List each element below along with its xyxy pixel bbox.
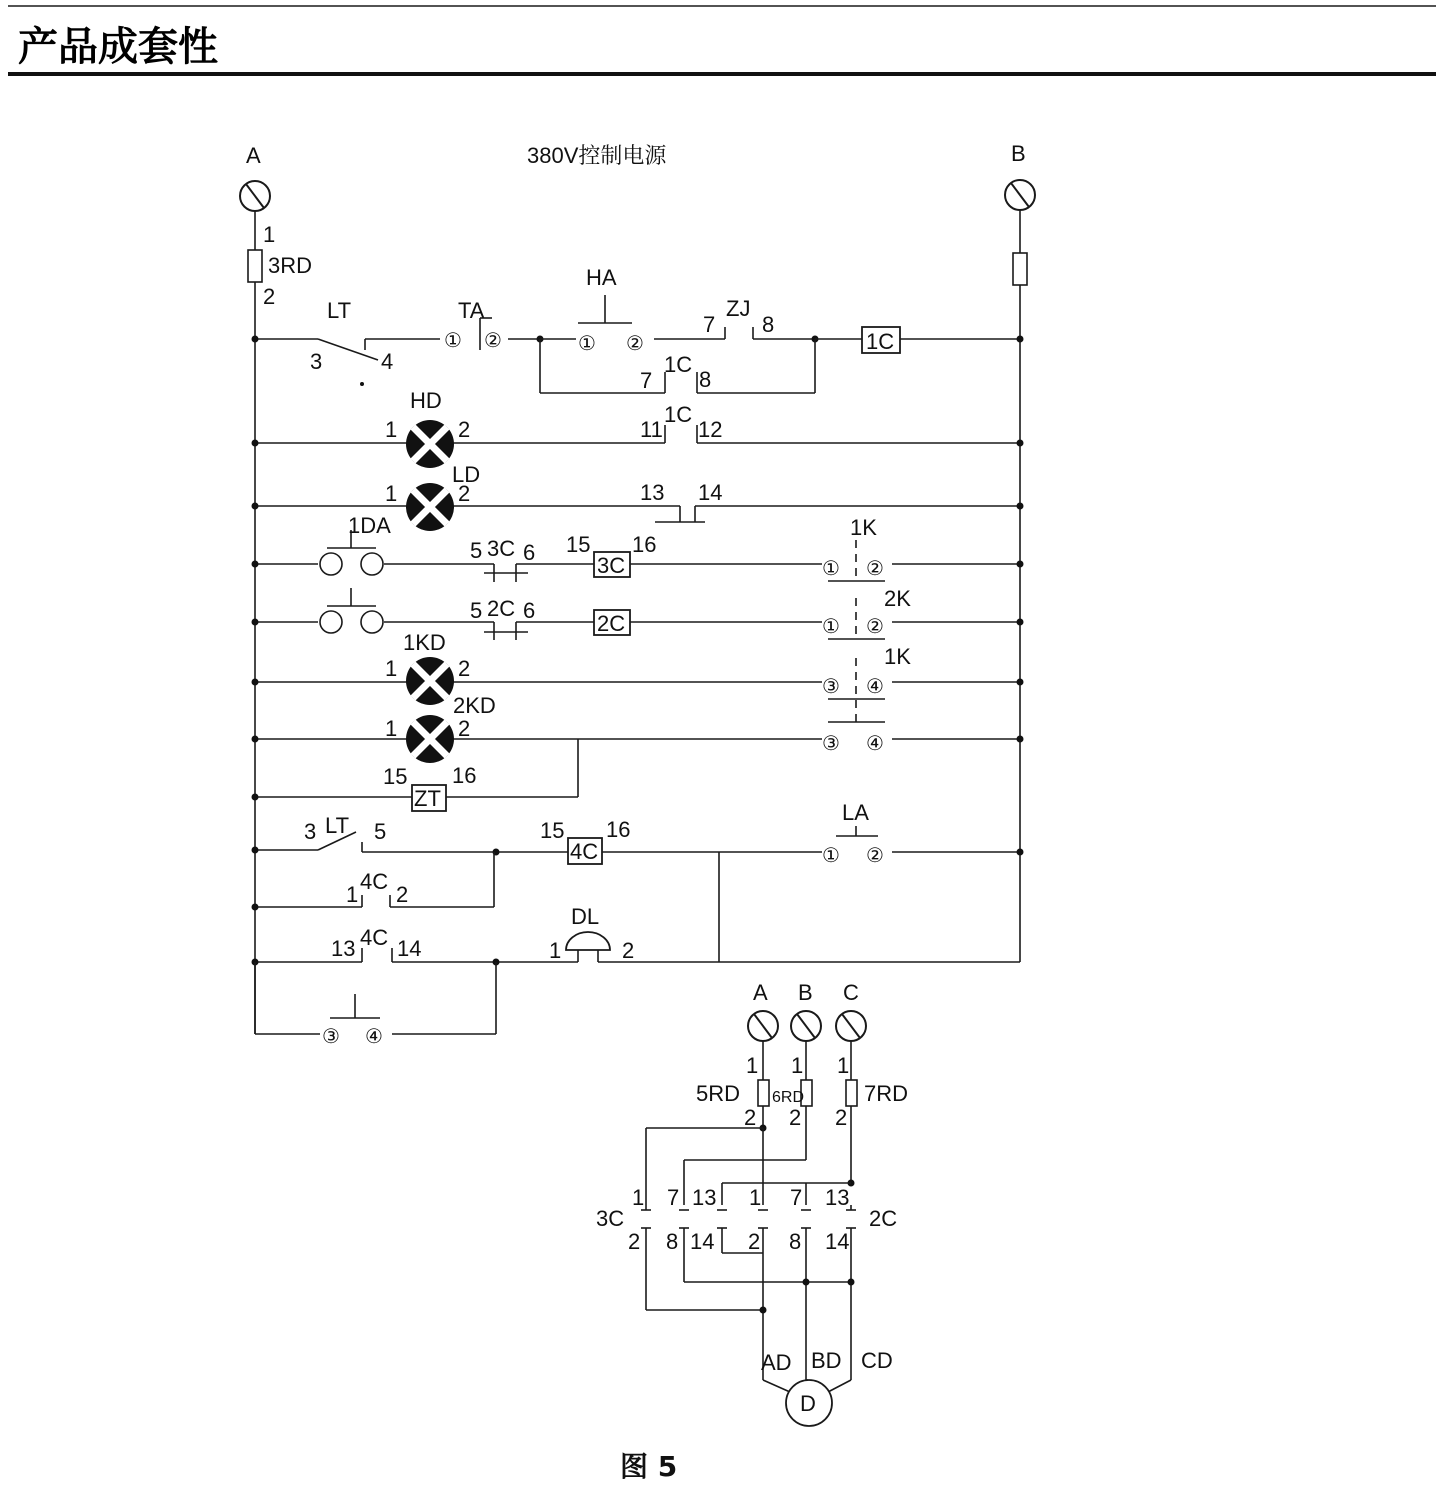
fuse-right [1013, 253, 1027, 285]
switch-1k-aux-label: 1K [884, 644, 911, 669]
terminal-phase-a-icon [748, 1011, 778, 1041]
svg-text:2: 2 [789, 1105, 802, 1130]
svg-text:④: ④ [365, 1026, 383, 1048]
svg-text:④: ④ [866, 676, 884, 698]
svg-text:③: ③ [822, 676, 840, 698]
svg-text:①: ① [822, 558, 840, 580]
motor-lead-cd-label: CD [861, 1348, 893, 1373]
svg-text:1: 1 [346, 882, 359, 907]
svg-text:①: ① [822, 845, 840, 867]
svg-text:13: 13 [825, 1185, 850, 1210]
svg-text:1: 1 [791, 1053, 804, 1078]
terminal-phase-b-icon [791, 1011, 821, 1041]
svg-text:2: 2 [458, 417, 471, 442]
svg-text:②: ② [484, 330, 502, 352]
svg-text:1: 1 [385, 716, 398, 741]
svg-text:2: 2 [622, 938, 635, 963]
contact-4c-alarm-label: 4C [360, 925, 389, 950]
contactor-3c-label: 3C [596, 1206, 625, 1231]
svg-text:④: ④ [866, 733, 884, 755]
terminal-phase-c-icon [836, 1011, 866, 1041]
svg-text:4C: 4C [570, 839, 599, 864]
svg-text:15: 15 [383, 764, 408, 789]
holding-contact-1c-label: 1C [664, 352, 693, 377]
svg-text:14: 14 [825, 1229, 850, 1254]
svg-text:②: ② [866, 616, 884, 638]
contactor-2c-label: 2C [869, 1206, 898, 1231]
svg-text:2: 2 [458, 716, 471, 741]
svg-text:12: 12 [698, 417, 723, 442]
svg-text:①: ① [822, 616, 840, 638]
svg-text:15: 15 [566, 532, 591, 557]
lamp-1kd-label: 1KD [403, 630, 446, 655]
svg-text:③: ③ [822, 733, 840, 755]
ha-button-label: HA [586, 265, 617, 290]
svg-text:15: 15 [540, 818, 565, 843]
svg-text:3: 3 [304, 819, 317, 844]
svg-text:2: 2 [458, 656, 471, 681]
svg-text:2: 2 [835, 1105, 848, 1130]
lt-switch-2-label: LT [325, 813, 350, 838]
svg-text:3C: 3C [597, 553, 626, 578]
svg-text:7: 7 [790, 1185, 803, 1210]
svg-text:1: 1 [385, 417, 398, 442]
svg-text:2C: 2C [597, 611, 626, 636]
phase-a-label: A [753, 980, 768, 1005]
svg-text:6: 6 [523, 540, 536, 565]
fuse-3rd [248, 250, 262, 282]
ta-button-label: TA [458, 298, 485, 323]
svg-text:8: 8 [699, 367, 712, 392]
page-title: 产品成套性 [18, 24, 218, 70]
fuse-6rd-label: 6RD [772, 1089, 805, 1106]
svg-text:7: 7 [640, 368, 653, 393]
svg-text:5: 5 [470, 538, 483, 563]
svg-text:1: 1 [632, 1185, 645, 1210]
fuse-7rd-label: 7RD [864, 1081, 909, 1106]
svg-text:8: 8 [789, 1229, 802, 1254]
svg-text:1C: 1C [866, 329, 895, 354]
svg-text:①: ① [578, 333, 596, 355]
svg-text:5: 5 [374, 819, 387, 844]
svg-text:1: 1 [549, 938, 562, 963]
motor-lead-ad-label: AD [761, 1350, 792, 1375]
fuse-5rd [758, 1080, 769, 1106]
svg-text:①: ① [444, 330, 462, 352]
svg-text:16: 16 [606, 817, 631, 842]
svg-text:2: 2 [748, 1229, 761, 1254]
svg-text:14: 14 [690, 1229, 715, 1254]
svg-text:7: 7 [667, 1185, 680, 1210]
svg-text:14: 14 [397, 936, 422, 961]
contact-2c-label: 2C [487, 596, 516, 621]
button-la-label: LA [842, 800, 869, 825]
svg-text:13: 13 [692, 1185, 717, 1210]
svg-text:16: 16 [452, 763, 477, 788]
lamp-1kd-icon [406, 657, 454, 705]
lamp-2kd-label: 2KD [453, 693, 496, 718]
terminal-b-icon [1005, 180, 1035, 210]
lamp-hd-icon [406, 420, 454, 468]
svg-text:8: 8 [666, 1229, 679, 1254]
svg-text:4: 4 [381, 349, 394, 374]
bell-dl-label: DL [571, 904, 600, 929]
zj-contact-label: ZJ [726, 296, 751, 321]
svg-text:13: 13 [640, 480, 665, 505]
svg-text:②: ② [866, 845, 884, 867]
phase-c-label: C [843, 980, 859, 1005]
switch-1k-label: 1K [850, 515, 877, 540]
svg-text:6: 6 [523, 598, 536, 623]
svg-text:1: 1 [263, 222, 276, 247]
phase-b-label: B [798, 980, 813, 1005]
supply-left-label: A [246, 143, 261, 168]
motor-lead-bd-label: BD [811, 1348, 842, 1373]
svg-text:14: 14 [698, 480, 723, 505]
svg-text:②: ② [866, 558, 884, 580]
svg-text:7: 7 [703, 312, 716, 337]
lamp-hd-label: HD [410, 388, 442, 413]
switch-2k-label: 2K [884, 586, 911, 611]
svg-text:1: 1 [749, 1185, 762, 1210]
svg-text:ZT: ZT [414, 786, 441, 811]
motor-label: D [800, 1391, 816, 1416]
button-1da-label: 1DA [348, 513, 391, 538]
svg-text:1: 1 [746, 1053, 759, 1078]
svg-text:8: 8 [762, 312, 775, 337]
svg-text:2: 2 [744, 1105, 757, 1130]
figure-caption: 图 5 [620, 1450, 678, 1483]
svg-text:③: ③ [322, 1026, 340, 1048]
supply-right-label: B [1011, 141, 1026, 166]
svg-text:3: 3 [310, 349, 323, 374]
lamp-2kd-icon [406, 715, 454, 763]
lamp-ld-icon [406, 483, 454, 531]
svg-text:2: 2 [263, 284, 276, 309]
svg-text:11: 11 [640, 417, 663, 442]
svg-text:1: 1 [385, 656, 398, 681]
terminal-a-icon [240, 181, 270, 211]
bell-icon [566, 932, 610, 950]
supply-voltage-label: 380V控制电源 [527, 143, 667, 168]
svg-text:2: 2 [458, 481, 471, 506]
svg-text:5: 5 [470, 598, 483, 623]
svg-text:13: 13 [331, 936, 356, 961]
fuse-7rd [846, 1080, 857, 1106]
contact-3c-label: 3C [487, 536, 516, 561]
fuse-3rd-label: 3RD [268, 253, 313, 278]
lamp-ld-label: LD [452, 462, 481, 487]
svg-text:②: ② [626, 333, 644, 355]
svg-text:1: 1 [385, 481, 398, 506]
lt-switch-label: LT [327, 298, 352, 323]
svg-text:16: 16 [632, 532, 657, 557]
contact-4c-hold-label: 4C [360, 869, 389, 894]
svg-text:2: 2 [628, 1229, 641, 1254]
svg-text:2: 2 [396, 882, 409, 907]
fuse-5rd-label: 5RD [696, 1081, 741, 1106]
svg-text:1: 1 [837, 1053, 850, 1078]
contact-1c-nc-label: 1C [664, 402, 693, 427]
